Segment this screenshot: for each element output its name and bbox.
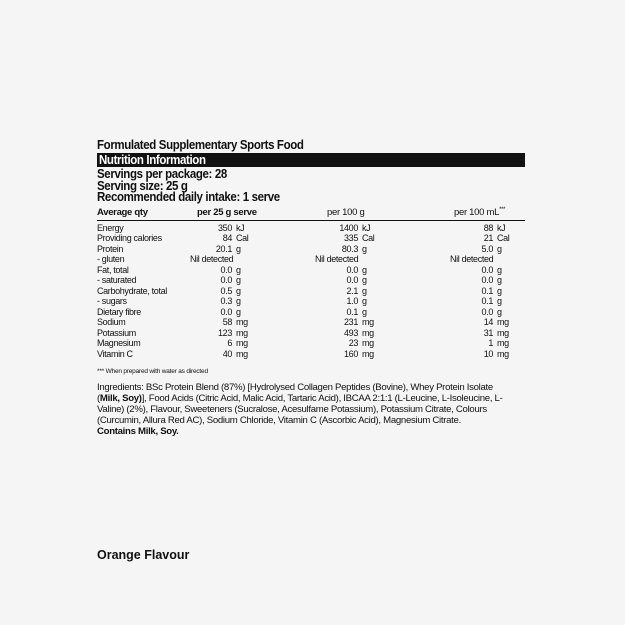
value-per-serve: 40 — [222, 348, 232, 359]
value-per-serve: 0.0 — [220, 264, 232, 275]
unit-per-serve: kJ — [236, 222, 245, 233]
value-per-serve: 84 — [222, 233, 232, 243]
value-per-100ml: 31 — [483, 327, 493, 338]
value-per-serve: 0.5 — [220, 285, 232, 296]
row-label: Potassium — [97, 327, 136, 338]
unit-per-serve: g — [236, 296, 241, 306]
row-label: - sugars — [97, 296, 127, 306]
value-per-100ml: 88 — [483, 222, 493, 233]
unit-per-100ml: g — [497, 296, 502, 306]
value-per-100ml: 5.0 — [481, 243, 493, 254]
col-average-qty: Average qty — [97, 206, 148, 218]
unit-per-serve: Cal — [236, 233, 249, 243]
ingredients-part-2: ], Food Acids (Citric Acid, Malic Acid, Tartaric Acid), IBCAA 2:1:1 (L-Leucine, L-Isoleucine, L-Valine) (2%), Flavour, Sweeteners (Sucralose, Acesulfame Potassium), Potassium Citrate, Colours (Curcumin, Allura Red AC), Sodium Chloride, Vitamin C (Ascorbic Acid), Magnesium Citrate. — [97, 393, 503, 426]
recommended-intake: Recommended daily intake: 1 serve — [97, 190, 280, 204]
value-per-serve: 6 — [227, 338, 232, 348]
col-per-100ml-label: per 100 mL — [454, 206, 500, 218]
serving-size: Serving size: 25 g — [97, 178, 188, 193]
unit-per-serve: g — [236, 306, 241, 317]
value-per-serve: 58 — [222, 317, 232, 327]
unit-per-100g: kJ — [362, 222, 371, 233]
value-per-100ml: 0.0 — [481, 264, 493, 275]
row-label: Fat, total — [97, 264, 129, 275]
row-label: Energy — [97, 222, 124, 233]
unit-per-serve: g — [236, 275, 241, 285]
table-row — [97, 265, 525, 276]
unit-per-100ml: g — [497, 306, 502, 317]
col-per-100g: per 100 g — [327, 206, 365, 218]
unit-per-100ml: kJ — [497, 222, 506, 233]
value-per-serve: 20.1 — [215, 243, 232, 254]
row-label: Vitamin C — [97, 348, 133, 359]
row-label: Carbohydrate, total — [97, 285, 167, 296]
unit-per-100g: g — [362, 285, 367, 296]
table-row — [97, 275, 525, 286]
unit-per-100g: g — [362, 306, 367, 317]
table-row — [97, 286, 525, 297]
col-per-serve: per 25 g serve — [197, 206, 257, 218]
table-row — [97, 233, 525, 244]
unit-per-serve: g — [236, 243, 241, 254]
unit-per-100ml: g — [497, 275, 502, 285]
value-per-100g: 1400 — [339, 222, 358, 233]
row-label: Magnesium — [97, 338, 141, 348]
unit-per-100g: g — [362, 264, 367, 275]
nutrition-panel — [97, 138, 525, 437]
value-per-serve: 350 — [218, 222, 232, 233]
value-per-100g: 23 — [348, 338, 358, 348]
table-row — [97, 307, 525, 318]
unit-per-serve: g — [236, 264, 241, 275]
unit-per-100ml: Cal — [497, 233, 510, 243]
col-per-100ml-mark: *** — [499, 206, 506, 213]
panel-title-bar — [97, 153, 525, 167]
unit-per-serve: mg — [236, 327, 248, 338]
value-per-100ml: Nil detected — [450, 254, 494, 264]
col-per-100ml — [454, 207, 505, 218]
table-header — [97, 207, 525, 221]
value-per-100g: 335 — [344, 233, 358, 243]
unit-per-serve: g — [236, 285, 241, 296]
value-per-100g: 0.0 — [346, 275, 358, 285]
unit-per-100g: mg — [362, 338, 374, 348]
value-per-100ml: 0.0 — [481, 306, 493, 317]
row-label: Providing calories — [97, 233, 162, 243]
unit-per-100ml: g — [497, 285, 502, 296]
value-per-100g: 1.0 — [346, 296, 358, 306]
table-row — [97, 296, 525, 307]
unit-per-100g: mg — [362, 327, 374, 338]
unit-per-100g: g — [362, 275, 367, 285]
value-per-100g: Nil detected — [315, 254, 359, 264]
table-row — [97, 328, 525, 339]
table-row — [97, 338, 525, 349]
value-per-100ml: 0.0 — [481, 275, 493, 285]
table-row — [97, 317, 525, 328]
ingredients — [97, 382, 507, 426]
unit-per-serve: mg — [236, 338, 248, 348]
unit-per-serve: mg — [236, 317, 248, 327]
table-row — [97, 254, 525, 265]
value-per-serve: 123 — [218, 327, 232, 338]
footnote: *** When prepared with water as directed — [97, 368, 208, 375]
table-row — [97, 349, 525, 360]
flavour-label: Orange Flavour — [97, 548, 190, 562]
table-row — [97, 223, 525, 234]
value-per-100ml: 14 — [483, 317, 493, 327]
value-per-100ml: 10 — [483, 348, 493, 359]
value-per-100ml: 21 — [483, 233, 493, 243]
product-type: Formulated Supplementary Sports Food — [97, 138, 304, 152]
row-label: - saturated — [97, 275, 137, 285]
value-per-100g: 80.3 — [341, 243, 358, 254]
unit-per-100ml: g — [497, 243, 502, 254]
unit-per-100g: g — [362, 296, 367, 306]
unit-per-100ml: mg — [497, 348, 509, 359]
value-per-100g: 231 — [344, 317, 358, 327]
value-per-serve: 0.3 — [220, 296, 232, 306]
value-per-100ml: 1 — [488, 338, 493, 348]
unit-per-100ml: g — [497, 264, 502, 275]
value-per-serve: 0.0 — [220, 306, 232, 317]
value-per-100g: 493 — [344, 327, 358, 338]
value-per-serve: Nil detected — [190, 254, 234, 264]
value-per-100g: 160 — [344, 348, 358, 359]
value-per-100g: 0.0 — [346, 264, 358, 275]
row-label: - gluten — [97, 254, 125, 264]
contains-statement: Contains Milk, Soy. — [97, 426, 179, 437]
unit-per-100g: Cal — [362, 233, 375, 243]
value-per-serve: 0.0 — [220, 275, 232, 285]
row-label: Dietary fibre — [97, 306, 141, 317]
value-per-100g: 0.1 — [346, 306, 358, 317]
table-body — [97, 223, 525, 360]
value-per-100ml: 0.1 — [481, 296, 493, 306]
unit-per-100g: g — [362, 243, 367, 254]
servings-per-package: Servings per package: 28 — [97, 167, 227, 181]
value-per-100g: 2.1 — [346, 285, 358, 296]
unit-per-100g: mg — [362, 348, 374, 359]
table-row — [97, 244, 525, 255]
unit-per-serve: mg — [236, 348, 248, 359]
unit-per-100ml: mg — [497, 317, 509, 327]
unit-per-100g: mg — [362, 317, 374, 327]
value-per-100ml: 0.1 — [481, 285, 493, 296]
ingredients-part-1: Ingredients: BSc Protein Blend (87%) [Hydrolysed Collagen Peptides (Bovine), Whey Protein Isolate ( — [97, 382, 493, 404]
row-label: Protein — [97, 243, 124, 254]
ingredients-allergens: Milk, Soy) — [99, 393, 142, 404]
unit-per-100ml: mg — [497, 327, 509, 338]
row-label: Sodium — [97, 317, 126, 327]
unit-per-100ml: mg — [497, 338, 509, 348]
panel-title: Nutrition Information — [99, 153, 206, 167]
